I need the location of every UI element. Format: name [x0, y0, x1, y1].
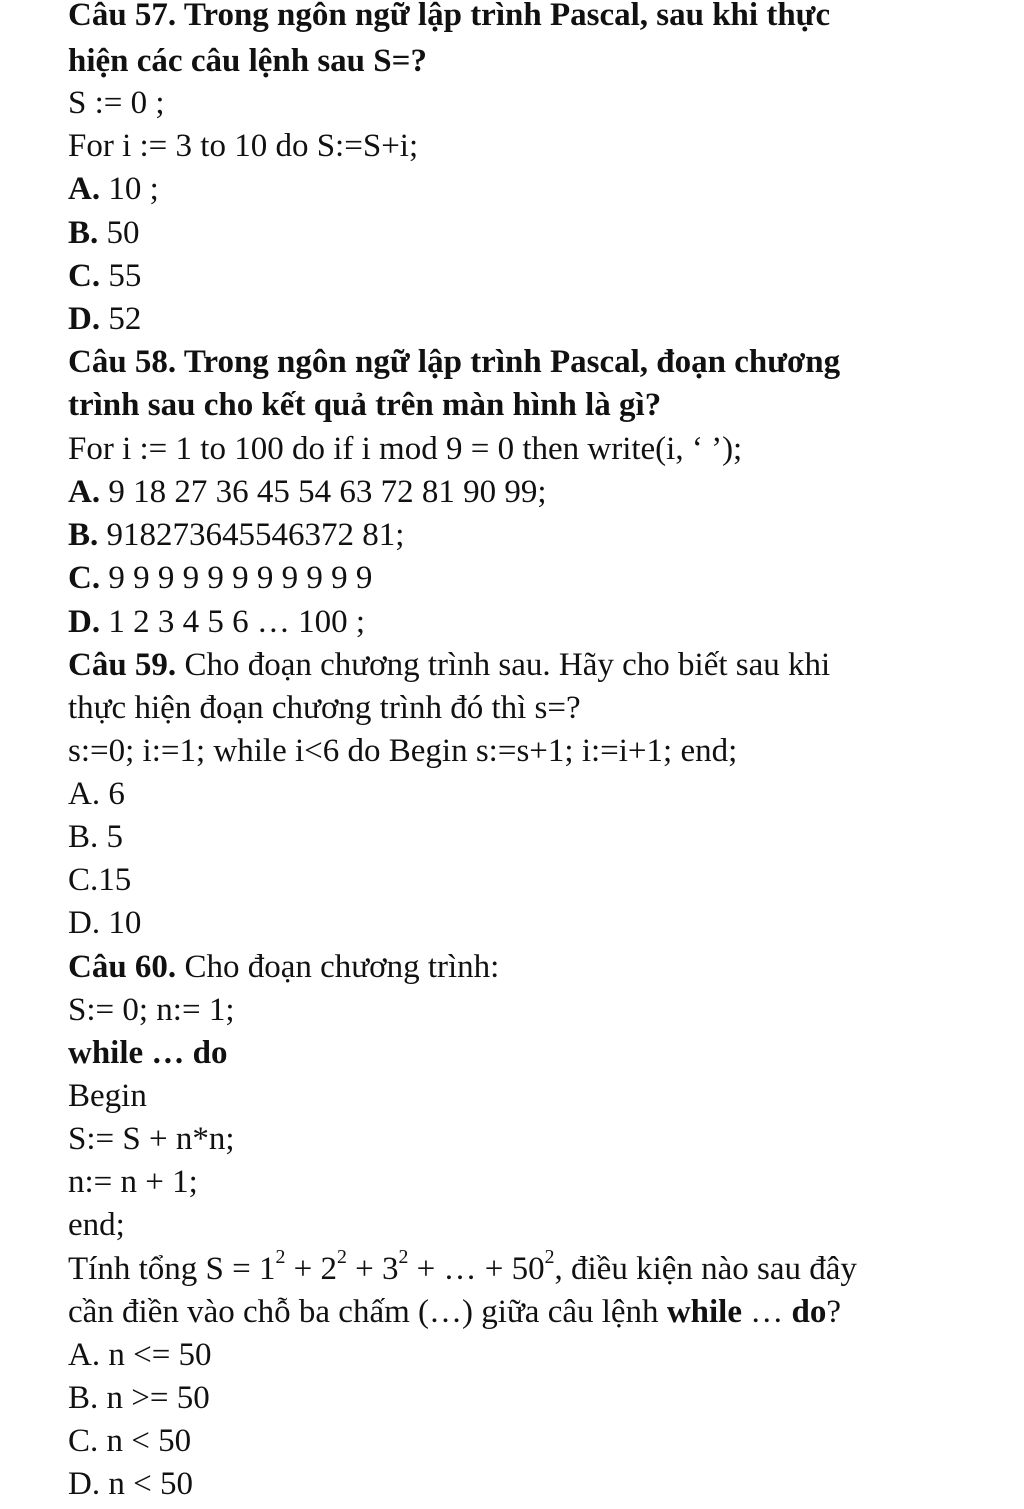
q60-option-b: B. n >= 50	[68, 1380, 210, 1416]
q57-code-line-2: For i := 3 to 10 do S:=S+i;	[68, 128, 419, 164]
keyword-do: do	[791, 1294, 827, 1330]
option-text: 9 18 27 36 45 54 63 72 81 90 99;	[100, 474, 547, 510]
sum-prefix: Tính tổng S = 1	[68, 1251, 276, 1287]
q57-code-line-1: S := 0 ;	[68, 85, 165, 121]
exponent: 2	[544, 1246, 555, 1269]
q60-code-line-5: n:= n + 1;	[68, 1164, 198, 1200]
option-letter: A.	[68, 171, 101, 207]
question-text: cần điền vào chỗ ba chấm (…) giữa câu lệnh	[68, 1294, 667, 1330]
question-text: Cho đoạn chương trình sau. Hãy cho biết sau khi	[176, 647, 831, 683]
q60-code-line-4: S:= S + n*n;	[68, 1121, 235, 1157]
q59-code-line-1: s:=0; i:=1; while i<6 do Begin s:=s+1; i:=i+1; end;	[68, 733, 738, 769]
option-text: 55	[100, 258, 142, 294]
exponent: 2	[275, 1246, 286, 1269]
option-text: 1 2 3 4 5 6 … 100 ;	[100, 604, 366, 640]
option-letter: C.	[68, 560, 101, 596]
q57-title-line-1: Câu 57. Trong ngôn ngữ lập trình Pascal, sau khi thực	[68, 0, 831, 33]
q60-option-a: A. n <= 50	[68, 1337, 212, 1373]
exponent: 2	[398, 1246, 409, 1269]
q60-code-line-1: S:= 0; n:= 1;	[68, 992, 235, 1028]
q58-option-a	[68, 471, 547, 514]
question-label: Câu 60.	[68, 949, 177, 985]
q59-title-line-1	[68, 644, 830, 687]
q57-option-b	[68, 212, 140, 255]
option-text: 10 ;	[100, 171, 159, 207]
q60-question-line	[68, 1291, 841, 1334]
q60-code-line-3: Begin	[68, 1078, 147, 1114]
q58-option-b	[68, 514, 404, 557]
q60-code-line-2: while … do	[68, 1035, 228, 1071]
sum-term: + … + 50	[408, 1251, 545, 1287]
option-text: 918273645546372 81;	[98, 517, 405, 553]
question-mark: ?	[826, 1294, 841, 1330]
option-letter: D.	[68, 604, 101, 640]
q60-option-d: D. n < 50	[68, 1466, 193, 1502]
q57-option-c	[68, 255, 141, 298]
q58-option-c	[68, 557, 372, 600]
q59-option-c: C.15	[68, 862, 132, 898]
sum-term: + 2	[285, 1251, 337, 1287]
question-text: Cho đoạn chương trình:	[176, 949, 500, 985]
q58-option-d	[68, 601, 365, 644]
q57-option-d	[68, 298, 141, 341]
question-label: Câu 59.	[68, 647, 177, 683]
q60-option-c: C. n < 50	[68, 1423, 192, 1459]
option-letter: B.	[68, 215, 99, 251]
q58-title-line-1: Câu 58. Trong ngôn ngữ lập trình Pascal, đoạn chương	[68, 344, 841, 380]
q59-title-line-2: thực hiện đoạn chương trình đó thì s=?	[68, 690, 581, 726]
sum-suffix: , điều kiện nào sau đây	[554, 1251, 857, 1287]
q59-option-b: B. 5	[68, 819, 124, 855]
option-letter: A.	[68, 474, 101, 510]
q58-title-line-2: trình sau cho kết quả trên màn hình là gì?	[68, 387, 662, 423]
option-letter: B.	[68, 517, 99, 553]
exponent: 2	[336, 1246, 347, 1269]
keyword-while: while	[666, 1294, 742, 1330]
option-text: 9 9 9 9 9 9 9 9 9 9 9	[100, 560, 373, 596]
ellipsis: …	[741, 1294, 792, 1330]
option-text: 50	[98, 215, 140, 251]
option-text: 52	[100, 301, 142, 337]
q60-code-line-6: end;	[68, 1207, 125, 1243]
q60-title-line-1	[68, 946, 499, 989]
q59-option-d: D. 10	[68, 905, 142, 941]
q59-option-a: A. 6	[68, 776, 125, 812]
option-letter: D.	[68, 301, 101, 337]
sum-term: + 3	[346, 1251, 399, 1287]
q60-sum-line	[68, 1248, 857, 1291]
option-letter: C.	[68, 258, 101, 294]
q58-code-line-1: For i := 1 to 100 do if i mod 9 = 0 then write(i, ‘ ’);	[68, 431, 743, 467]
q57-title-line-2: hiện các câu lệnh sau S=?	[68, 43, 427, 79]
q57-option-a	[68, 168, 159, 211]
